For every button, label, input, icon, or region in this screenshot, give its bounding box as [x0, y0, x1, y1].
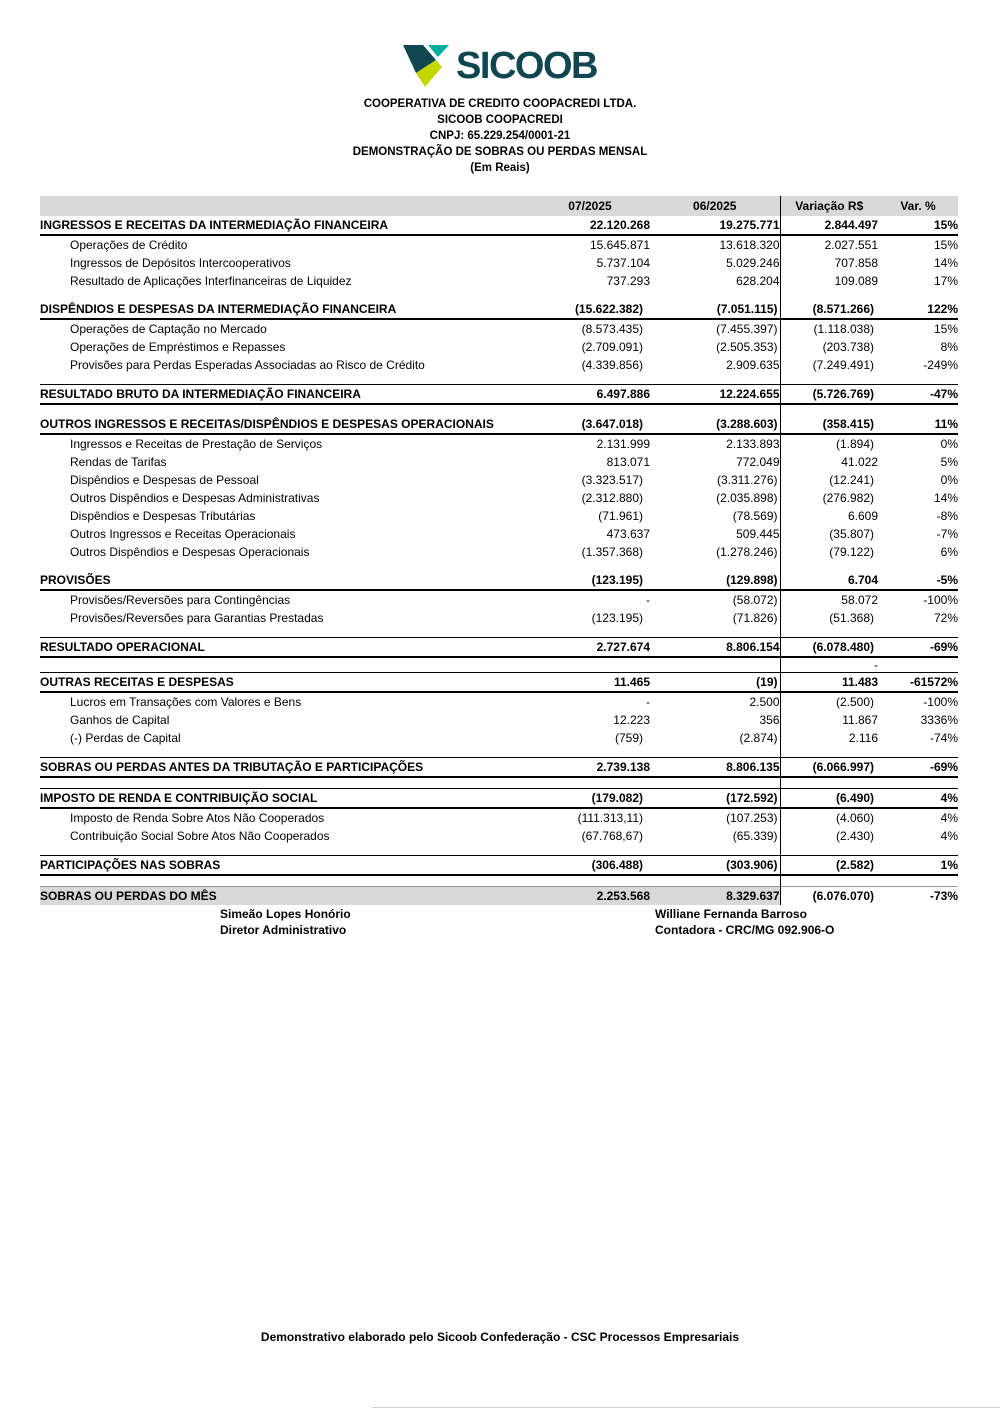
col-06-2025: (2.035.898)	[716, 491, 778, 505]
col-var-pct: 15%	[933, 238, 958, 252]
row-label	[40, 561, 490, 571]
col-07-2025: 15.645.871	[589, 238, 650, 252]
row-label	[40, 290, 490, 300]
table-row	[40, 808, 958, 827]
col-variacao-rs: (6.078.480)	[780, 638, 878, 658]
col-variacao-rs: (79.122)	[780, 543, 878, 561]
col-variacao-rs: 2.027.551	[780, 235, 878, 254]
row-label: Dispêndios e Despesas de Pessoal	[70, 473, 259, 487]
col-07-2025: 12.223	[613, 713, 650, 727]
col-07-2025: (306.488)	[490, 856, 650, 876]
col-variacao-rs: 2.844.497	[780, 216, 878, 235]
col-06-2025: 8.329.637	[650, 887, 780, 906]
col-07-2025	[490, 777, 650, 789]
col-variacao-rs	[780, 777, 878, 789]
col-06-2025: (2.874)	[739, 731, 778, 745]
table-row	[40, 711, 958, 729]
table-row	[40, 385, 958, 405]
col-var-pct	[878, 627, 958, 638]
col-variacao-rs: (12.241)	[780, 471, 878, 489]
col-06-2025: 8.806.154	[650, 638, 780, 658]
col-06-2025: (2.505.353)	[716, 340, 778, 354]
col-var-pct: -47%	[878, 385, 958, 405]
cnpj: CNPJ: 65.229.254/0001-21	[429, 130, 571, 142]
row-label: Outros Dispêndios e Despesas Administrativas	[70, 491, 320, 505]
col-var-pct: -8%	[936, 509, 958, 523]
trade-name: SICOOB COOPACREDI	[437, 114, 563, 126]
col-07-2025: (67.768,67)	[581, 829, 643, 843]
table-row	[40, 319, 958, 338]
col-06-2025: 5.029.246	[726, 256, 780, 270]
table-row	[40, 638, 958, 658]
table-row	[40, 272, 958, 290]
col-var-pct	[878, 777, 958, 789]
table-row	[40, 789, 958, 809]
row-label: PROVISÕES	[40, 571, 490, 590]
col-06-2025	[650, 561, 780, 571]
row-label: Outros Dispêndios e Despesas Operacionais	[70, 545, 310, 559]
col-var-pct: -74%	[929, 731, 958, 745]
col-var-pct: 122%	[878, 300, 958, 319]
col-07-2025: (179.082)	[490, 789, 650, 809]
row-label	[40, 777, 490, 789]
table-row	[40, 471, 958, 489]
col-variacao-rs	[780, 374, 878, 385]
col-variacao-rs: 11.867	[780, 711, 878, 729]
col-variacao-rs: -	[780, 657, 878, 673]
col-variacao-rs: (203.738)	[780, 338, 878, 356]
row-label	[40, 657, 490, 673]
col-var-pct: 4%	[878, 789, 958, 809]
table-row	[40, 374, 958, 385]
col-variacao-rs: (5.726.769)	[780, 385, 878, 405]
col-06-2025	[650, 374, 780, 385]
col-variacao-rs: 6.704	[780, 571, 878, 590]
col-variacao-rs: 41.022	[780, 453, 878, 471]
table-row	[40, 356, 958, 374]
table-row	[40, 338, 958, 356]
col-variacao-rs: (6.066.997)	[780, 758, 878, 778]
col-var-pct: -73%	[878, 887, 958, 906]
statement-title: DEMONSTRAÇÃO DE SOBRAS OU PERDAS MENSAL	[352, 146, 648, 158]
col-var-pct	[878, 290, 958, 300]
table-row	[40, 489, 958, 507]
col-var-pct: 14%	[933, 491, 958, 505]
col-06-2025: 2.133.893	[726, 437, 780, 451]
table-row	[40, 543, 958, 561]
row-label: Operações de Crédito	[70, 238, 188, 252]
col-06-2025	[650, 404, 780, 415]
col-07-2025	[490, 845, 650, 856]
col-variacao-rs: (276.982)	[780, 489, 878, 507]
col-var-pct: -69%	[878, 638, 958, 658]
col-06-2025: (3.311.276)	[717, 473, 778, 487]
row-label: RESULTADO BRUTO DA INTERMEDIAÇÃO FINANCEIRA	[40, 385, 490, 405]
col-var-pct: 6%	[940, 545, 958, 559]
col-var-pct: -100%	[923, 593, 958, 607]
row-label: Resultado de Aplicações Interfinanceiras de Liquidez	[70, 274, 352, 288]
table-row	[40, 453, 958, 471]
col-07-2025	[490, 404, 650, 415]
row-label	[40, 845, 490, 856]
col-var-pct: Var. %	[878, 196, 958, 216]
signer-title: Diretor Administrativo	[220, 923, 347, 937]
col-07-2025: (8.573.435)	[581, 322, 643, 336]
col-07-2025: (3.323.517)	[581, 473, 643, 487]
row-label: Outros Ingressos e Receitas Operacionais	[70, 527, 296, 541]
col-06-2025: (65.339)	[732, 829, 778, 843]
col-var-pct: 17%	[933, 274, 958, 288]
col-07-2025	[490, 561, 650, 571]
col-06-2025: (78.569)	[732, 509, 778, 523]
col-06-2025: (303.906)	[650, 856, 780, 876]
col-06-2025: 13.618.320	[719, 238, 780, 252]
table-row	[40, 525, 958, 543]
col-07-2025	[490, 627, 650, 638]
col-var-pct: 0%	[940, 437, 958, 451]
col-06-2025: 2.500	[749, 695, 780, 709]
col-07-2025	[490, 374, 650, 385]
row-label: IMPOSTO DE RENDA E CONTRIBUIÇÃO SOCIAL	[40, 789, 490, 809]
col-07-2025: 813.071	[606, 455, 650, 469]
col-06-2025: 06/2025	[650, 196, 780, 216]
col-variacao-rs: (7.249.491)	[780, 356, 878, 374]
signer-name: Simeão Lopes Honório	[220, 907, 351, 921]
table-row	[40, 571, 958, 590]
col-variacao-rs: Variação R$	[780, 196, 878, 216]
table-row	[40, 729, 958, 747]
row-label: Contribuição Social Sobre Atos Não Cooperados	[70, 829, 330, 843]
col-07-2025: (15.622.382)	[490, 300, 650, 319]
col-variacao-rs: (1.894)	[780, 434, 878, 453]
table-row	[40, 404, 958, 415]
row-label: Ingressos de Depósitos Intercooperativos	[70, 256, 291, 270]
table-row	[40, 673, 958, 693]
table-row	[40, 235, 958, 254]
row-label: Operações de Captação no Mercado	[70, 322, 267, 336]
signer-name: Williane Fernanda Barroso	[655, 907, 807, 921]
col-variacao-rs: (8.571.266)	[780, 300, 878, 319]
col-07-2025: 737.293	[606, 274, 650, 288]
col-variacao-rs	[780, 747, 878, 758]
row-label: Ganhos de Capital	[70, 713, 170, 727]
col-variacao-rs	[780, 627, 878, 638]
col-06-2025: 772.049	[736, 455, 780, 469]
row-label	[40, 627, 490, 638]
col-var-pct: 1%	[878, 856, 958, 876]
col-06-2025: 19.275.771	[650, 216, 780, 235]
col-07-2025: 2.727.674	[490, 638, 650, 658]
col-var-pct: 15%	[933, 322, 958, 336]
col-06-2025: (129.898)	[650, 571, 780, 590]
letterhead	[0, 0, 1000, 176]
row-label: (-) Perdas de Capital	[70, 731, 181, 745]
col-07-2025: 07/2025	[490, 196, 650, 216]
col-var-pct: -100%	[923, 695, 958, 709]
table-row	[40, 254, 958, 272]
table-row	[40, 845, 958, 856]
signatures	[0, 906, 1000, 946]
column-header-row	[40, 196, 958, 216]
col-variacao-rs: (2.430)	[780, 827, 878, 845]
col-var-pct: 3336%	[920, 713, 958, 727]
col-var-pct: 0%	[940, 473, 958, 487]
col-06-2025	[650, 657, 780, 673]
col-variacao-rs: (6.076.070)	[780, 887, 878, 906]
col-07-2025	[490, 290, 650, 300]
table-row	[40, 887, 958, 906]
col-06-2025	[650, 747, 780, 758]
col-07-2025: (71.961)	[598, 509, 643, 523]
col-07-2025: (111.313,11)	[577, 811, 643, 825]
col-06-2025	[650, 290, 780, 300]
row-label: SOBRAS OU PERDAS ANTES DA TRIBUTAÇÃO E PARTICIPAÇÕES	[40, 758, 490, 778]
company-name: COOPERATIVA DE CREDITO COOPACREDI LTDA.	[363, 98, 637, 110]
table-row	[40, 747, 958, 758]
col-variacao-rs	[780, 404, 878, 415]
col-06-2025: (71.826)	[732, 611, 778, 625]
table-row	[40, 561, 958, 571]
row-label: Rendas de Tarifas	[70, 455, 167, 469]
row-label: RESULTADO OPERACIONAL	[40, 638, 490, 658]
col-07-2025: (3.647.018)	[490, 415, 650, 434]
col-07-2025: 5.737.104	[596, 256, 650, 270]
col-07-2025: 2.131.999	[596, 437, 650, 451]
row-label: SOBRAS OU PERDAS DO MÊS	[40, 887, 490, 906]
col-variacao-rs: 707.858	[780, 254, 878, 272]
col-06-2025: 356	[759, 713, 780, 727]
row-label: Provisões/Reversões para Garantias Prestadas	[70, 611, 324, 625]
row-label: Lucros em Transações com Valores e Bens	[70, 695, 302, 709]
page-separator-line	[372, 1407, 1000, 1408]
col-var-pct: 15%	[878, 216, 958, 235]
col-06-2025: (3.288.603)	[650, 415, 780, 434]
row-label	[40, 196, 490, 216]
col-var-pct: -7%	[936, 527, 958, 541]
col-variacao-rs: (35.807)	[780, 525, 878, 543]
col-06-2025	[650, 627, 780, 638]
col-07-2025: 2.739.138	[490, 758, 650, 778]
col-var-pct: 72%	[933, 611, 958, 625]
row-label	[40, 747, 490, 758]
col-var-pct: -69%	[878, 758, 958, 778]
col-var-pct	[878, 657, 958, 673]
col-var-pct: 11%	[878, 415, 958, 434]
signature-left	[220, 906, 351, 938]
col-07-2025: (4.339.856)	[581, 358, 643, 372]
col-07-2025: -	[646, 593, 650, 607]
table-row	[40, 875, 958, 887]
table-row	[40, 856, 958, 876]
col-06-2025: 2.909.635	[726, 358, 780, 372]
col-var-pct: 14%	[933, 256, 958, 270]
col-variacao-rs: (51.368)	[780, 609, 878, 627]
col-06-2025: 509.445	[736, 527, 780, 541]
col-var-pct	[878, 875, 958, 887]
row-label: PARTICIPAÇÕES NAS SOBRAS	[40, 856, 490, 876]
table-row	[40, 827, 958, 845]
table-row	[40, 290, 958, 300]
table-row	[40, 777, 958, 789]
table-row	[40, 657, 958, 673]
col-07-2025	[490, 875, 650, 887]
col-06-2025: 8.806.135	[650, 758, 780, 778]
col-07-2025: 2.253.568	[490, 887, 650, 906]
col-07-2025: (2.709.091)	[581, 340, 643, 354]
col-06-2025: (7.051.115)	[650, 300, 780, 319]
col-variacao-rs	[780, 875, 878, 887]
table-row	[40, 758, 958, 778]
table-row	[40, 216, 958, 235]
sicoob-chevron-icon	[403, 45, 449, 87]
col-variacao-rs: (6.490)	[780, 789, 878, 809]
col-variacao-rs: (358.415)	[780, 415, 878, 434]
col-07-2025: 473.637	[606, 527, 650, 541]
signer-title: Contadora - CRC/MG 092.906-O	[655, 923, 835, 937]
col-var-pct: -249%	[923, 358, 958, 372]
col-07-2025: 11.465	[490, 673, 650, 693]
row-label: OUTROS INGRESSOS E RECEITAS/DISPÊNDIOS E DESPESAS OPERACIONAIS	[40, 415, 490, 434]
col-variacao-rs: 58.072	[780, 590, 878, 609]
table-row	[40, 415, 958, 434]
row-label: Ingressos e Receitas de Prestação de Serviços	[70, 437, 323, 451]
col-var-pct: -5%	[878, 571, 958, 590]
row-label: Imposto de Renda Sobre Atos Não Cooperados	[70, 811, 325, 825]
col-06-2025	[650, 875, 780, 887]
table-row	[40, 692, 958, 711]
col-06-2025	[650, 777, 780, 789]
col-var-pct: 4%	[940, 829, 958, 843]
statement-table	[40, 196, 958, 905]
col-variacao-rs	[780, 561, 878, 571]
col-06-2025: (7.455.397)	[716, 322, 778, 336]
col-07-2025: (123.195)	[591, 611, 643, 625]
col-variacao-rs: 6.609	[780, 507, 878, 525]
col-07-2025: (759)	[614, 731, 643, 745]
col-variacao-rs: (2.500)	[780, 692, 878, 711]
col-06-2025: (107.253)	[726, 811, 778, 825]
col-06-2025: (19)	[650, 673, 780, 693]
col-variacao-rs: (4.060)	[780, 808, 878, 827]
col-variacao-rs: (1.118.038)	[780, 319, 878, 338]
col-var-pct	[878, 404, 958, 415]
col-var-pct	[878, 374, 958, 385]
row-label: Provisões/Reversões para Contingências	[70, 593, 291, 607]
row-label	[40, 404, 490, 415]
col-07-2025: (1.357.368)	[581, 545, 643, 559]
table-row	[40, 627, 958, 638]
footer-note: Demonstrativo elaborado pelo Sicoob Confederação - CSC Processos Empresariais	[260, 1330, 740, 1344]
row-label: Dispêndios e Despesas Tributárias	[70, 509, 256, 523]
table-row	[40, 300, 958, 319]
col-07-2025: (2.312.880)	[581, 491, 643, 505]
col-07-2025	[490, 747, 650, 758]
col-variacao-rs: 2.116	[780, 729, 878, 747]
col-var-pct	[878, 561, 958, 571]
col-var-pct: 4%	[940, 811, 958, 825]
col-06-2025	[650, 845, 780, 856]
statement-table-body	[40, 196, 958, 905]
col-07-2025: 22.120.268	[490, 216, 650, 235]
row-label	[40, 875, 490, 887]
signature-right	[655, 906, 834, 938]
table-row	[40, 590, 958, 609]
col-07-2025: (123.195)	[490, 571, 650, 590]
col-variacao-rs: (2.582)	[780, 856, 878, 876]
sicoob-wordmark: SICOOB	[456, 45, 597, 87]
col-var-pct: 5%	[940, 455, 958, 469]
col-variacao-rs	[780, 290, 878, 300]
col-variacao-rs: 11.483	[780, 673, 878, 693]
table-row	[40, 507, 958, 525]
row-label: DISPÊNDIOS E DESPESAS DA INTERMEDIAÇÃO FINANCEIRA	[40, 300, 490, 319]
col-var-pct: -61572%	[878, 673, 958, 693]
col-06-2025: 12.224.655	[650, 385, 780, 405]
row-label: Provisões para Perdas Esperadas Associadas ao Risco de Crédito	[70, 358, 425, 372]
col-var-pct: 8%	[940, 340, 958, 354]
sicoob-logo	[0, 42, 1000, 90]
col-var-pct	[878, 845, 958, 856]
col-06-2025: 628.204	[736, 274, 780, 288]
col-06-2025: (58.072)	[732, 593, 778, 607]
col-07-2025: -	[646, 695, 650, 709]
col-var-pct	[878, 747, 958, 758]
currency-note: (Em Reais)	[470, 162, 530, 174]
col-variacao-rs: 109.089	[780, 272, 878, 290]
col-06-2025: (172.592)	[650, 789, 780, 809]
row-label	[40, 374, 490, 385]
table-row	[40, 434, 958, 453]
row-label: OUTRAS RECEITAS E DESPESAS	[40, 673, 490, 693]
col-variacao-rs	[780, 845, 878, 856]
row-label: Operações de Empréstimos e Repasses	[70, 340, 286, 354]
col-07-2025: 6.497.886	[490, 385, 650, 405]
col-06-2025: (1.278.246)	[716, 545, 778, 559]
row-label: INGRESSOS E RECEITAS DA INTERMEDIAÇÃO FINANCEIRA	[40, 216, 490, 235]
table-row	[40, 609, 958, 627]
col-07-2025	[490, 657, 650, 673]
